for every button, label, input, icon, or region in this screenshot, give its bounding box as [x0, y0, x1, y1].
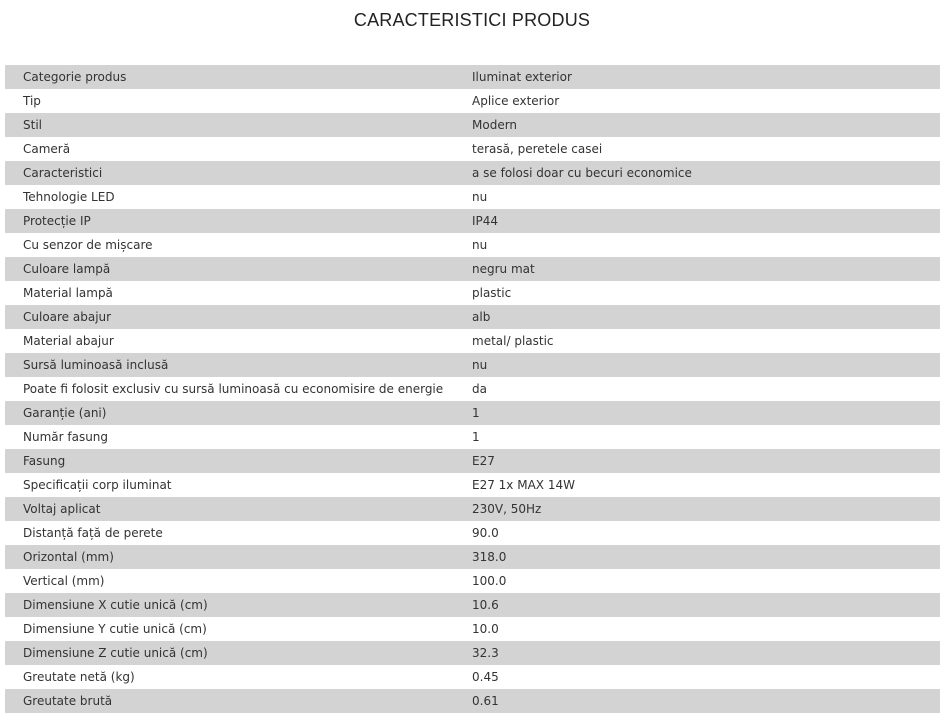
spec-name: Protecție IP [5, 209, 454, 233]
spec-value: negru mat [454, 257, 940, 281]
spec-name: Material abajur [5, 329, 454, 353]
spec-value: nu [454, 353, 940, 377]
spec-value: 10.6 [454, 593, 940, 617]
spec-name: Sursă luminoasă inclusă [5, 353, 454, 377]
spec-value: nu [454, 233, 940, 257]
spec-name: Material lampă [5, 281, 454, 305]
spec-row [5, 377, 940, 401]
spec-row [5, 473, 940, 497]
spec-name: Număr fasung [5, 425, 454, 449]
spec-value: a se folosi doar cu becuri economice [454, 161, 940, 185]
spec-row [5, 665, 940, 689]
spec-row [5, 641, 940, 665]
spec-row [5, 209, 940, 233]
spec-row [5, 545, 940, 569]
spec-value: 10.0 [454, 617, 940, 641]
spec-row [5, 449, 940, 473]
spec-name: Tehnologie LED [5, 185, 454, 209]
spec-value: nu [454, 185, 940, 209]
spec-value: 0.45 [454, 665, 940, 689]
spec-name: Cameră [5, 137, 454, 161]
spec-name: Orizontal (mm) [5, 545, 454, 569]
spec-value: 90.0 [454, 521, 940, 545]
spec-name: Distanță față de perete [5, 521, 454, 545]
spec-value: 230V, 50Hz [454, 497, 940, 521]
spec-row [5, 185, 940, 209]
spec-value: alb [454, 305, 940, 329]
spec-row [5, 161, 940, 185]
specs-table-body [5, 65, 940, 713]
spec-name: Greutate brută [5, 689, 454, 713]
spec-name: Vertical (mm) [5, 569, 454, 593]
spec-row [5, 257, 940, 281]
spec-value: Modern [454, 113, 940, 137]
spec-name: Categorie produs [5, 65, 454, 89]
spec-row [5, 233, 940, 257]
spec-name: Specificații corp iluminat [5, 473, 454, 497]
spec-value: 318.0 [454, 545, 940, 569]
spec-row [5, 65, 940, 89]
spec-name: Culoare lampă [5, 257, 454, 281]
spec-name: Dimensiune Y cutie unică (cm) [5, 617, 454, 641]
spec-row [5, 137, 940, 161]
spec-row [5, 305, 940, 329]
spec-name: Dimensiune X cutie unică (cm) [5, 593, 454, 617]
spec-name: Culoare abajur [5, 305, 454, 329]
spec-row [5, 617, 940, 641]
spec-row [5, 425, 940, 449]
spec-row [5, 353, 940, 377]
spec-value: 1 [454, 401, 940, 425]
spec-name: Garanție (ani) [5, 401, 454, 425]
spec-row [5, 497, 940, 521]
spec-value: 0.61 [454, 689, 940, 713]
spec-row [5, 689, 940, 713]
spec-value: Iluminat exterior [454, 65, 940, 89]
spec-value: da [454, 377, 940, 401]
spec-name: Stil [5, 113, 454, 137]
spec-value: plastic [454, 281, 940, 305]
spec-name: Cu senzor de mișcare [5, 233, 454, 257]
spec-name: Voltaj aplicat [5, 497, 454, 521]
spec-value: IP44 [454, 209, 940, 233]
spec-value: 100.0 [454, 569, 940, 593]
spec-row [5, 281, 940, 305]
spec-name: Dimensiune Z cutie unică (cm) [5, 641, 454, 665]
spec-row [5, 113, 940, 137]
spec-name: Poate fi folosit exclusiv cu sursă luminoasă cu economisire de energie [5, 377, 454, 401]
spec-name: Fasung [5, 449, 454, 473]
spec-value: 1 [454, 425, 940, 449]
spec-value: terasă, peretele casei [454, 137, 940, 161]
spec-value: 32.3 [454, 641, 940, 665]
spec-row [5, 569, 940, 593]
spec-name: Tip [5, 89, 454, 113]
spec-value: E27 1x MAX 14W [454, 473, 940, 497]
spec-name: Caracteristici [5, 161, 454, 185]
spec-row [5, 521, 940, 545]
spec-row [5, 89, 940, 113]
spec-value: E27 [454, 449, 940, 473]
spec-row [5, 329, 940, 353]
spec-name: Greutate netă (kg) [5, 665, 454, 689]
spec-value: Aplice exterior [454, 89, 940, 113]
spec-row [5, 593, 940, 617]
specs-table [5, 65, 940, 713]
page-title: CARACTERISTICI PRODUS [353, 10, 591, 30]
spec-value: metal/ plastic [454, 329, 940, 353]
spec-row [5, 401, 940, 425]
